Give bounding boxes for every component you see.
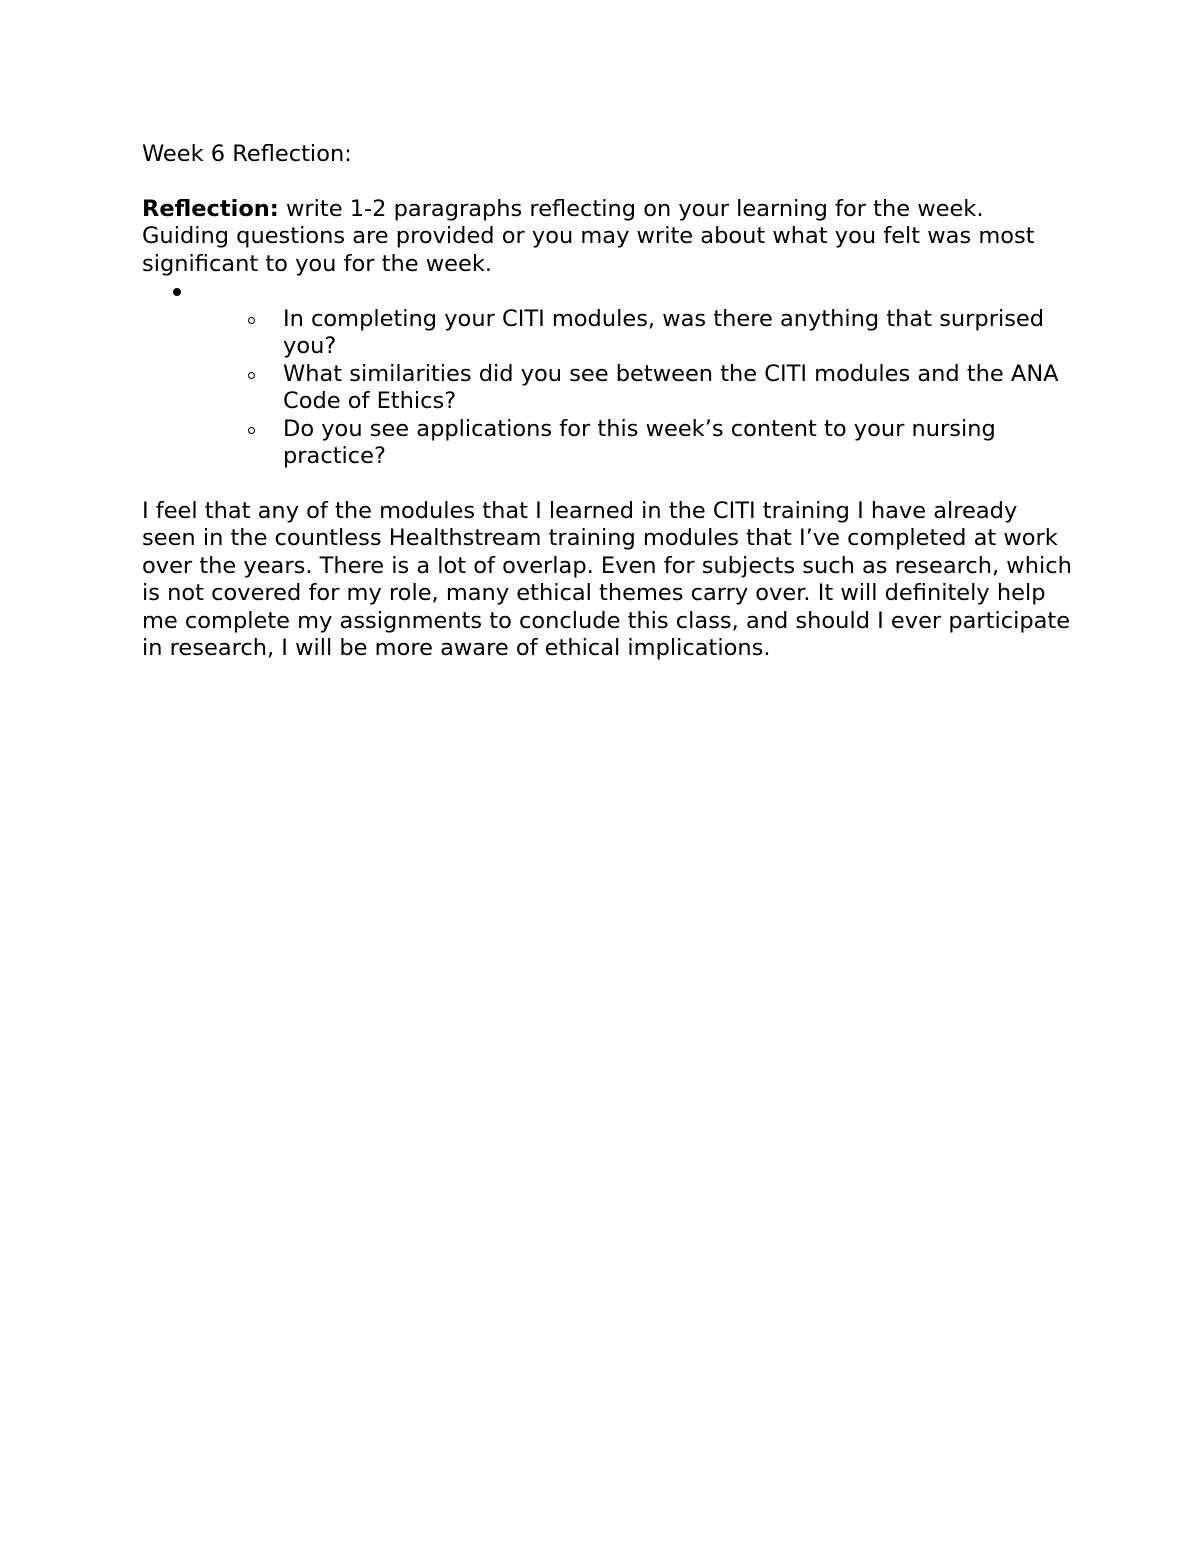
bullet-icon	[173, 288, 181, 296]
instructions-text: write 1-2 paragraphs reflecting on your learning for the week. Guiding questions are provided or you may write about what you felt was most significant to you for the week.	[142, 195, 1035, 277]
empty-bullet-item	[142, 278, 1072, 306]
circle-bullet-icon	[248, 372, 255, 379]
guiding-questions-list	[142, 306, 1072, 471]
guiding-question	[142, 416, 1072, 471]
page-title: Week 6 Reflection:	[142, 141, 352, 167]
guiding-question	[142, 361, 1072, 416]
guiding-question-text: Do you see applications for this week’s content to your nursing practice?	[283, 415, 996, 469]
instructions-paragraph	[142, 196, 1072, 279]
circle-bullet-icon	[248, 317, 255, 324]
circle-bullet-icon	[248, 427, 255, 434]
guiding-question-text: What similarities did you see between the CITI modules and the ANA Code of Ethics?	[283, 360, 1059, 414]
guiding-question-text: In completing your CITI modules, was there anything that surprised you?	[283, 305, 1045, 359]
guiding-question	[142, 306, 1072, 361]
document-page	[142, 141, 1072, 663]
instructions-label: Reflection:	[142, 195, 279, 222]
reflection-answer: I feel that any of the modules that I learned in the CITI training I have already seen in the countless Healthstream training modules that I’ve completed at work over the years. There is a lot of overlap. Even for subjects such as research, which is not covered for my role, many ethical themes carry over. It will definitely help me complete my assignments to conclude this class, and should I ever participate in research, I will be more aware of ethical implications.	[142, 497, 1072, 661]
